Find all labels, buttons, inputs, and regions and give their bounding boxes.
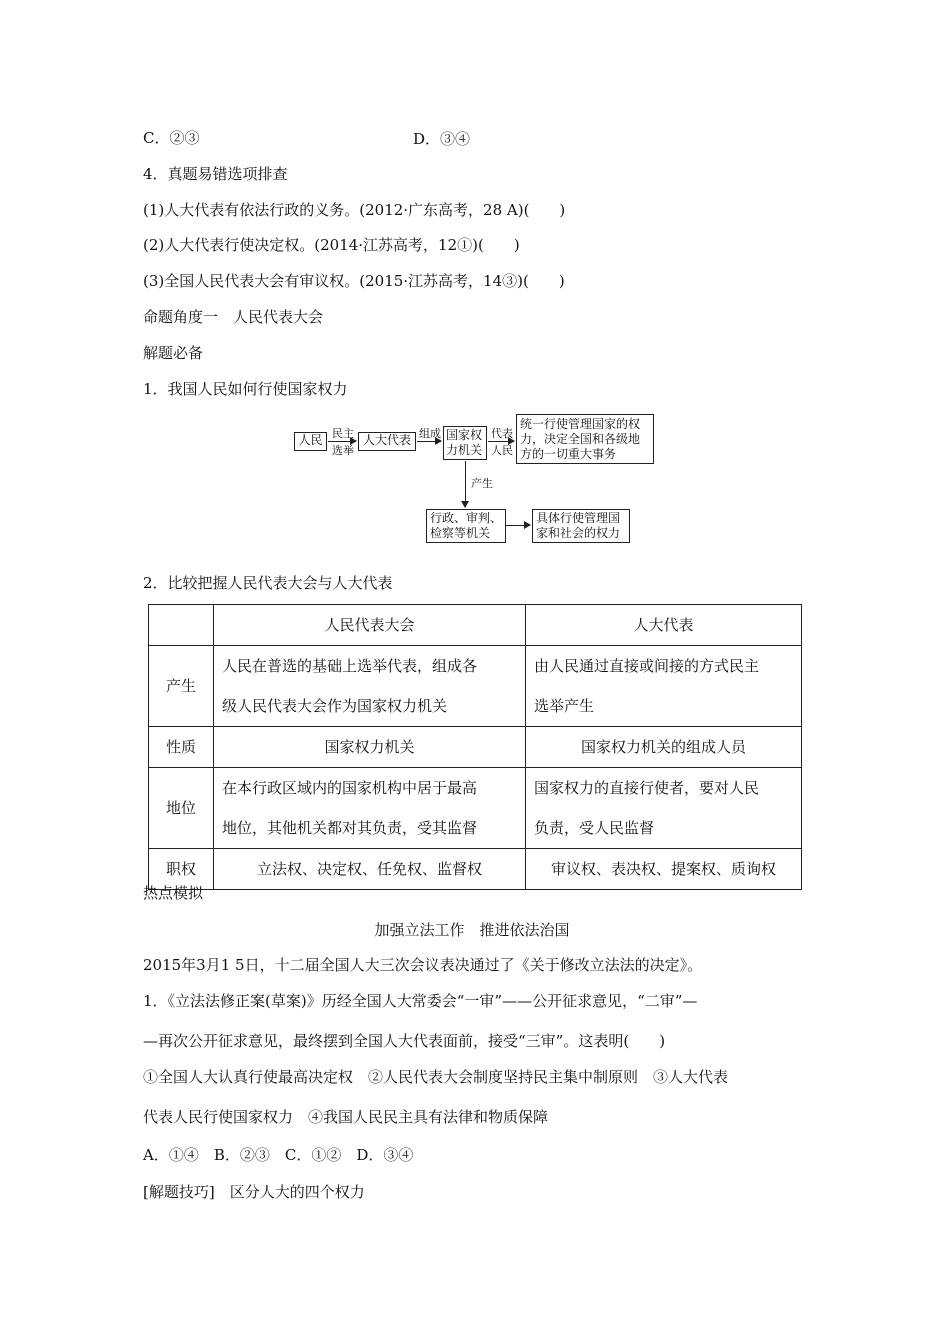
table-cell: 审议权、表决权、提案权、质询权 [526,849,802,890]
table-cell [526,646,802,727]
cell-line: 人民在普选的基础上选举代表，组成各 [222,657,478,675]
option-d: D．③④ [413,130,471,148]
cell-line: 地位，其他机关都对其负责，受其监督 [222,819,478,837]
row-label: 产生 [149,646,214,727]
row-label: 性质 [149,727,214,768]
result1-box: 统一行使管理国家的权力，决定全国和各级地方的一切重大事务 [516,414,654,464]
header-blank [149,605,214,646]
produce-label: 产生 [471,477,493,490]
question-choices: A．①④ B．②③ C．①② D．③④ [143,1146,414,1164]
result2-box: 具体行使管理国家和社会的权力 [532,509,630,543]
section4-item-1: (1)人大代表有依法行政的义务。(2012·广东高考，28 A)( ) [143,201,566,219]
header-npc: 人民代表大会 [214,605,526,646]
table-cell: 国家权力机关 [214,727,526,768]
deputies-box: 人大代表 [358,432,416,451]
cell-line: 由人民通过直接或间接的方式民主 [534,657,760,675]
table-cell: 立法权、决定权、任免权、监督权 [214,849,526,890]
must-title: 解题必备 [143,344,204,362]
point1: 1．我国人民如何行使国家权力 [143,380,348,398]
question-stem-1: 1．《立法法修正案(草案)》历经全国人大常委会“一审”——公开征求意见，“二审”— [143,992,698,1010]
organ-box: 国家权力机关 [443,426,487,460]
intro: 2015年3月1 5日，十二届全国人大三次会议表决通过了《关于修改立法法的决定》。 [143,956,703,974]
angle-title: 命题角度一 人民代表大会 [143,308,324,326]
point2: 2．比较把握人民代表大会与人大代表 [143,574,393,592]
people-box: 人民 [294,432,327,451]
agencies-box: 行政、审判、检察等机关 [426,509,506,543]
table-cell [214,768,526,849]
compose-label: 组成 [419,427,441,440]
row-label: 职权 [149,849,214,890]
question-opts-2: 代表人民行使国家权力 ④我国人民民主具有法律和物质保障 [143,1108,549,1126]
table-cell [214,646,526,727]
section4-title: 4．真题易错选项排查 [143,165,288,183]
headline: 加强立法工作 推进依法治国 [374,921,570,939]
arrow-elect [328,441,356,442]
cell-line: 负责，受人民监督 [534,819,655,837]
rep-label-bottom: 人民 [491,444,513,457]
table-row [149,849,802,890]
cell-line: 在本行政区域内的国家机构中居于最高 [222,779,478,797]
elect-label-top: 民主 [332,427,354,440]
comparison-table [148,604,802,890]
cell-line: 国家权力的直接行使者，要对人民 [534,779,760,797]
arrow-compose [417,441,441,442]
question-opts-1: ①全国人大认真行使最高决定权 ②人民代表大会制度坚持民主集中制原则 ③人大代表 [143,1068,729,1086]
section4-item-2: (2)人大代表行使决定权。(2014·江苏高考，12①)( ) [143,236,520,254]
section4-item-3: (3)全国人民代表大会有审议权。(2015·江苏高考，14③)( ) [143,272,565,290]
arrow-exercise [506,525,530,526]
row-label: 地位 [149,768,214,849]
table-cell: 国家权力机关的组成人员 [526,727,802,768]
table-row [149,646,802,727]
question-stem-2: —再次公开征求意见，最终摆到全国人大代表面前，接受“三审”。这表明( ) [143,1032,666,1050]
arrow-represent [488,441,514,442]
table-header-row [149,605,802,646]
tip: [解题技巧] 区分人大的四个权力 [143,1183,365,1201]
table-row [149,768,802,849]
header-deputies: 人大代表 [526,605,802,646]
table-cell [526,768,802,849]
cell-line: 选举产生 [534,697,595,715]
option-c: C．②③ [143,129,200,147]
table-row [149,727,802,768]
arrow-produce [465,461,466,507]
hot-title: 热点模拟 [143,884,204,902]
rep-label-top: 代表 [491,427,513,440]
cell-line: 级人民代表大会作为国家权力机关 [222,697,448,715]
elect-label-bottom: 选举 [332,444,354,457]
